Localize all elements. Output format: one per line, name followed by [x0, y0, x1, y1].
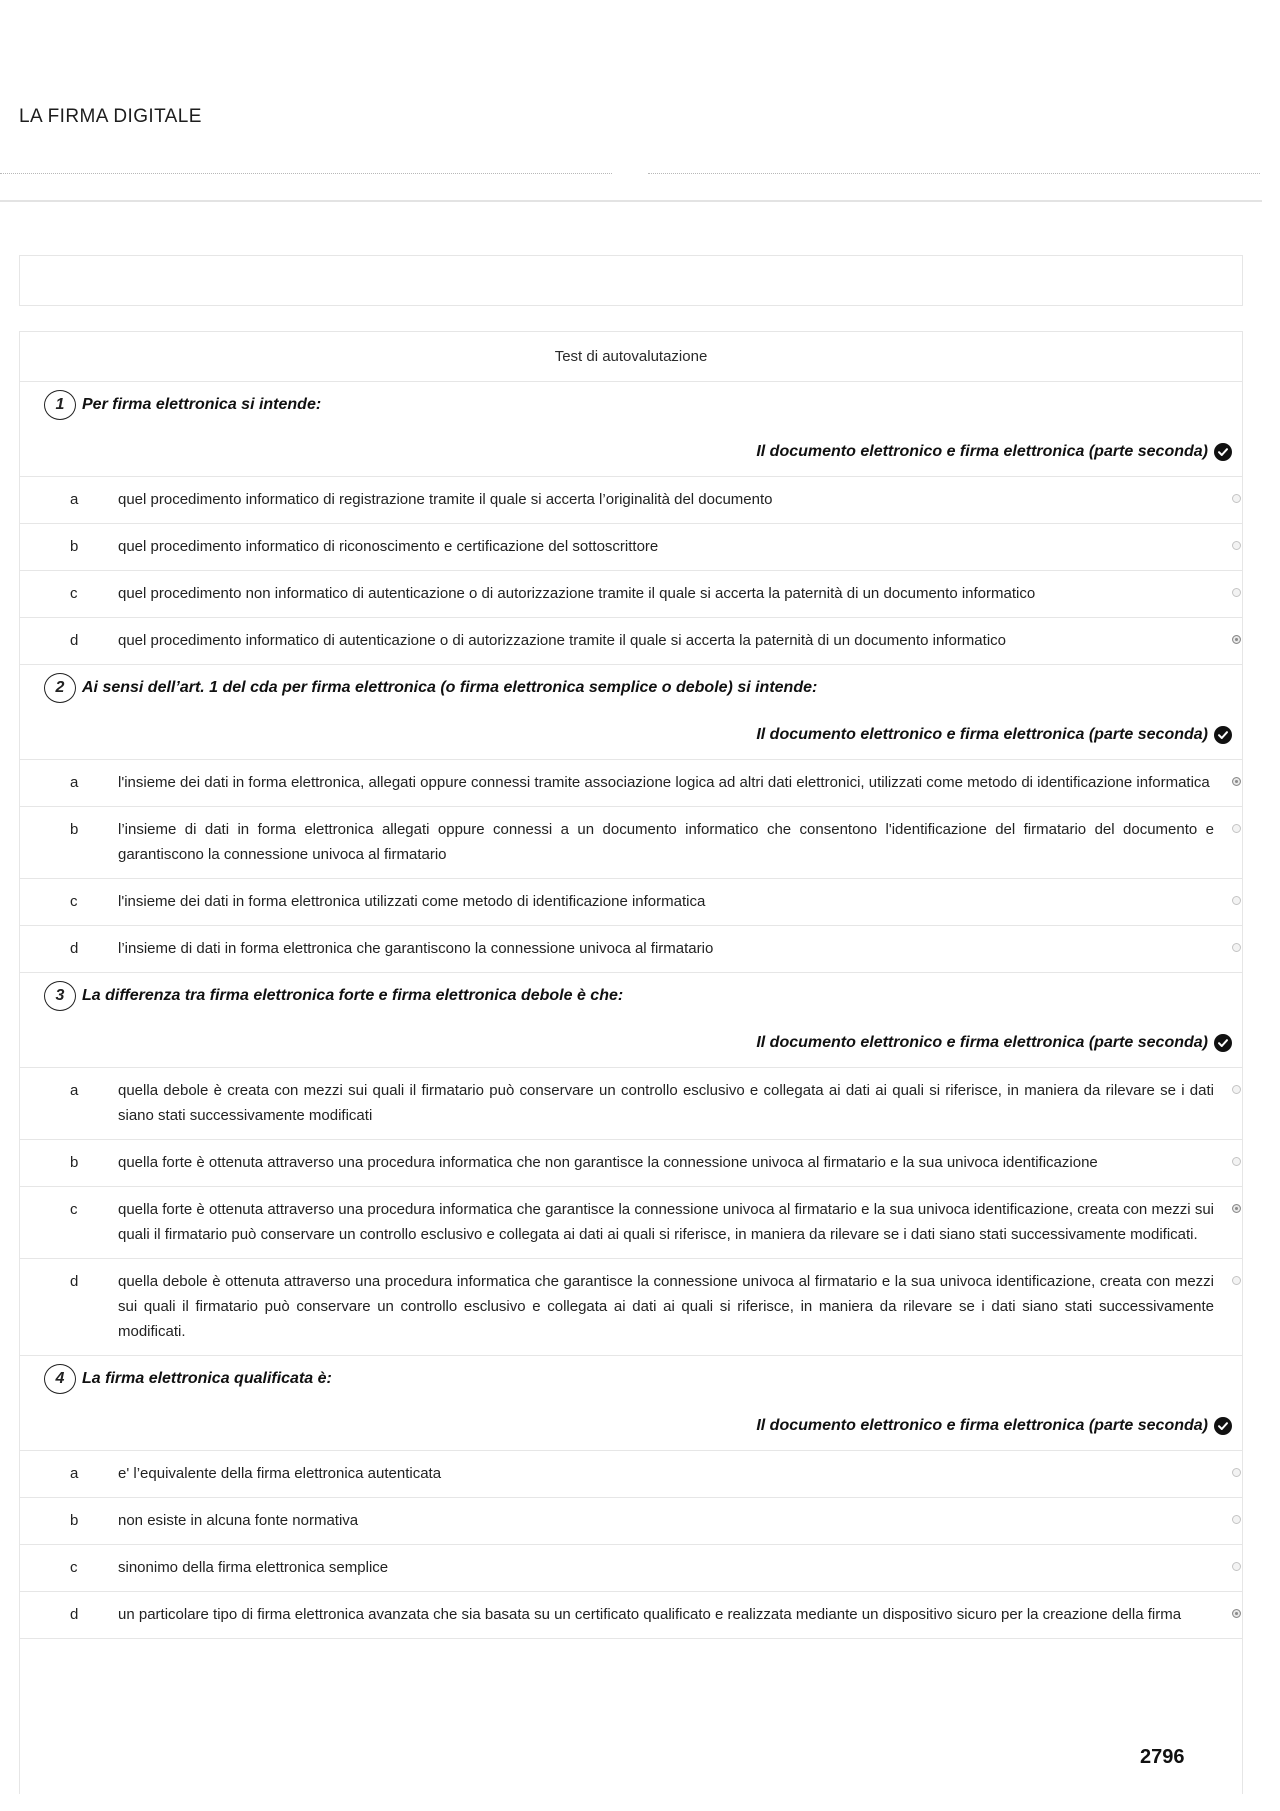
- question-topic: [20, 711, 1242, 760]
- empty-panel: [19, 255, 1243, 306]
- question-topic: [20, 1402, 1242, 1451]
- radio-selected[interactable]: [1232, 1609, 1241, 1618]
- question-heading: [20, 1356, 1242, 1402]
- question-number-badge: 2: [44, 673, 76, 703]
- question-topic-label: Il documento elettronico e firma elettronica (parte seconda): [756, 443, 1208, 460]
- answer-option[interactable]: [20, 618, 1242, 665]
- radio-unselected[interactable]: [1232, 1085, 1241, 1094]
- radio-unselected[interactable]: [1232, 896, 1241, 905]
- option-letter: c: [70, 893, 78, 910]
- test-header: Test di autovalutazione: [20, 332, 1242, 382]
- option-text: sinonimo della firma elettronica semplice: [118, 1559, 389, 1576]
- question-text: Per firma elettronica si intende:: [82, 396, 322, 413]
- option-letter: d: [70, 632, 79, 649]
- answer-option[interactable]: [20, 1259, 1242, 1356]
- radio-unselected[interactable]: [1232, 1157, 1241, 1166]
- answer-option[interactable]: [20, 807, 1242, 879]
- answer-option[interactable]: [20, 1068, 1242, 1140]
- answer-option[interactable]: [20, 1451, 1242, 1498]
- radio-selected[interactable]: [1232, 635, 1241, 644]
- answer-option[interactable]: [20, 1592, 1242, 1639]
- check-circle-icon: [1214, 1034, 1232, 1052]
- option-text: l'insieme dei dati in forma elettronica utilizzati come metodo di identificazione informatica: [118, 893, 706, 910]
- answer-option[interactable]: [20, 1545, 1242, 1592]
- answer-option[interactable]: [20, 571, 1242, 618]
- option-text: quel procedimento informatico di registrazione tramite il quale si accerta l’originalità del documento: [118, 491, 773, 508]
- radio-unselected[interactable]: [1232, 1276, 1241, 1285]
- option-text: quella forte è ottenuta attraverso una procedura informatica che non garantisce la connessione univoca al firmatario e la sua univoca identificazione: [118, 1154, 1098, 1171]
- answer-option[interactable]: [20, 524, 1242, 571]
- question-topic-label: Il documento elettronico e firma elettronica (parte seconda): [756, 1417, 1208, 1434]
- document-title: LA FIRMA DIGITALE: [19, 106, 202, 127]
- answer-option[interactable]: [20, 477, 1242, 524]
- option-text: l’insieme di dati in forma elettronica che garantiscono la connessione univoca al firmatario: [118, 940, 714, 957]
- radio-unselected[interactable]: [1232, 541, 1241, 550]
- option-text: quella forte è ottenuta attraverso una procedura informatica che garantisce la connessione univoca al firmatario e la sua univoca identificazione, creata con mezzi sui quali il firmatario può conservare un controllo esclusivo e collegata ai dati ai quali si riferisce, in maniera da rilevare se i dati siano stati successivamente modificati.: [118, 1201, 1214, 1243]
- option-letter: a: [70, 774, 79, 791]
- question-heading: [20, 382, 1242, 428]
- option-text: quel procedimento informatico di riconoscimento e certificazione del sottoscrittore: [118, 538, 659, 555]
- answer-option[interactable]: [20, 760, 1242, 807]
- question-topic: [20, 428, 1242, 477]
- option-letter: d: [70, 940, 79, 957]
- question-number-badge: 1: [44, 390, 76, 420]
- question-text: La differenza tra firma elettronica forte e firma elettronica debole è che:: [82, 987, 624, 1004]
- header-rule: [0, 200, 1262, 202]
- option-text: quel procedimento informatico di autenticazione o di autorizzazione tramite il quale si accerta la paternità di un documento informatico: [118, 632, 1006, 649]
- answer-option[interactable]: [20, 926, 1242, 973]
- option-text: l'insieme dei dati in forma elettronica, allegati oppure connessi tramite associazione logica ad altri dati elettronici, utilizzati come metodo di identificazione informatica: [118, 774, 1210, 791]
- option-letter: b: [70, 1154, 79, 1171]
- option-text: non esiste in alcuna fonte normativa: [118, 1512, 359, 1529]
- page-number: 2796: [1140, 1746, 1185, 1768]
- radio-unselected[interactable]: [1232, 1562, 1241, 1571]
- option-text: un particolare tipo di firma elettronica avanzata che sia basata su un certificato qualificato e realizzata mediante un dispositivo sicuro per la creazione della firma: [118, 1606, 1182, 1623]
- question-list: [20, 382, 1242, 1639]
- answer-option[interactable]: [20, 1498, 1242, 1545]
- check-circle-icon: [1214, 443, 1232, 461]
- answer-option[interactable]: [20, 1140, 1242, 1187]
- option-text: quella debole è creata con mezzi sui quali il firmatario può conservare un controllo esclusivo e collegata ai dati ai quali si riferisce, in maniera da rilevare se i dati siano stati successivamente modificati: [118, 1082, 1214, 1124]
- dotted-divider-left: [0, 173, 612, 174]
- self-assessment-test: [19, 331, 1243, 1794]
- question-number-badge: 3: [44, 981, 76, 1011]
- option-letter: b: [70, 821, 79, 838]
- radio-unselected[interactable]: [1232, 1468, 1241, 1477]
- option-text: l’insieme di dati in forma elettronica allegati oppure connessi a un documento informatico che consentono l'identificazione del firmatario del documento e garantiscono la connessione univoca al firmatario: [118, 821, 1214, 863]
- option-letter: a: [70, 491, 79, 508]
- question-number-badge: 4: [44, 1364, 76, 1394]
- option-letter: d: [70, 1606, 79, 1623]
- check-circle-icon: [1214, 1417, 1232, 1435]
- check-circle-icon: [1214, 726, 1232, 744]
- radio-unselected[interactable]: [1232, 1515, 1241, 1524]
- option-text: quel procedimento non informatico di autenticazione o di autorizzazione tramite il quale si accerta la paternità di un documento informatico: [118, 585, 1036, 602]
- question-text: Ai sensi dell’art. 1 del cda per firma elettronica (o firma elettronica semplice o debole) si intende:: [82, 679, 818, 696]
- radio-selected[interactable]: [1232, 1204, 1241, 1213]
- option-letter: d: [70, 1273, 79, 1290]
- answer-option[interactable]: [20, 879, 1242, 926]
- option-letter: c: [70, 585, 78, 602]
- option-letter: a: [70, 1082, 79, 1099]
- option-letter: a: [70, 1465, 79, 1482]
- radio-unselected[interactable]: [1232, 824, 1241, 833]
- answer-option[interactable]: [20, 1187, 1242, 1259]
- radio-unselected[interactable]: [1232, 943, 1241, 952]
- radio-unselected[interactable]: [1232, 588, 1241, 597]
- dotted-divider-right: [648, 173, 1260, 174]
- question-topic: [20, 1019, 1242, 1068]
- option-text: quella debole è ottenuta attraverso una procedura informatica che garantisce la connessione univoca al firmatario e la sua univoca identificazione, creata con mezzi sui quali il firmatario può conservare un controllo esclusivo e collegata ai dati ai quali si riferisce, in maniera da rilevare se i dati siano stati successivamente modificati.: [118, 1273, 1214, 1340]
- option-letter: c: [70, 1201, 78, 1218]
- question-topic-label: Il documento elettronico e firma elettronica (parte seconda): [756, 726, 1208, 743]
- option-letter: b: [70, 1512, 79, 1529]
- option-letter: c: [70, 1559, 78, 1576]
- question-text: La firma elettronica qualificata è:: [82, 1370, 332, 1387]
- question-topic-label: Il documento elettronico e firma elettronica (parte seconda): [756, 1034, 1208, 1051]
- option-text: e' l’equivalente della firma elettronica autenticata: [118, 1465, 442, 1482]
- radio-unselected[interactable]: [1232, 494, 1241, 503]
- radio-selected[interactable]: [1232, 777, 1241, 786]
- option-letter: b: [70, 538, 79, 555]
- question-heading: [20, 973, 1242, 1019]
- question-heading: [20, 665, 1242, 711]
